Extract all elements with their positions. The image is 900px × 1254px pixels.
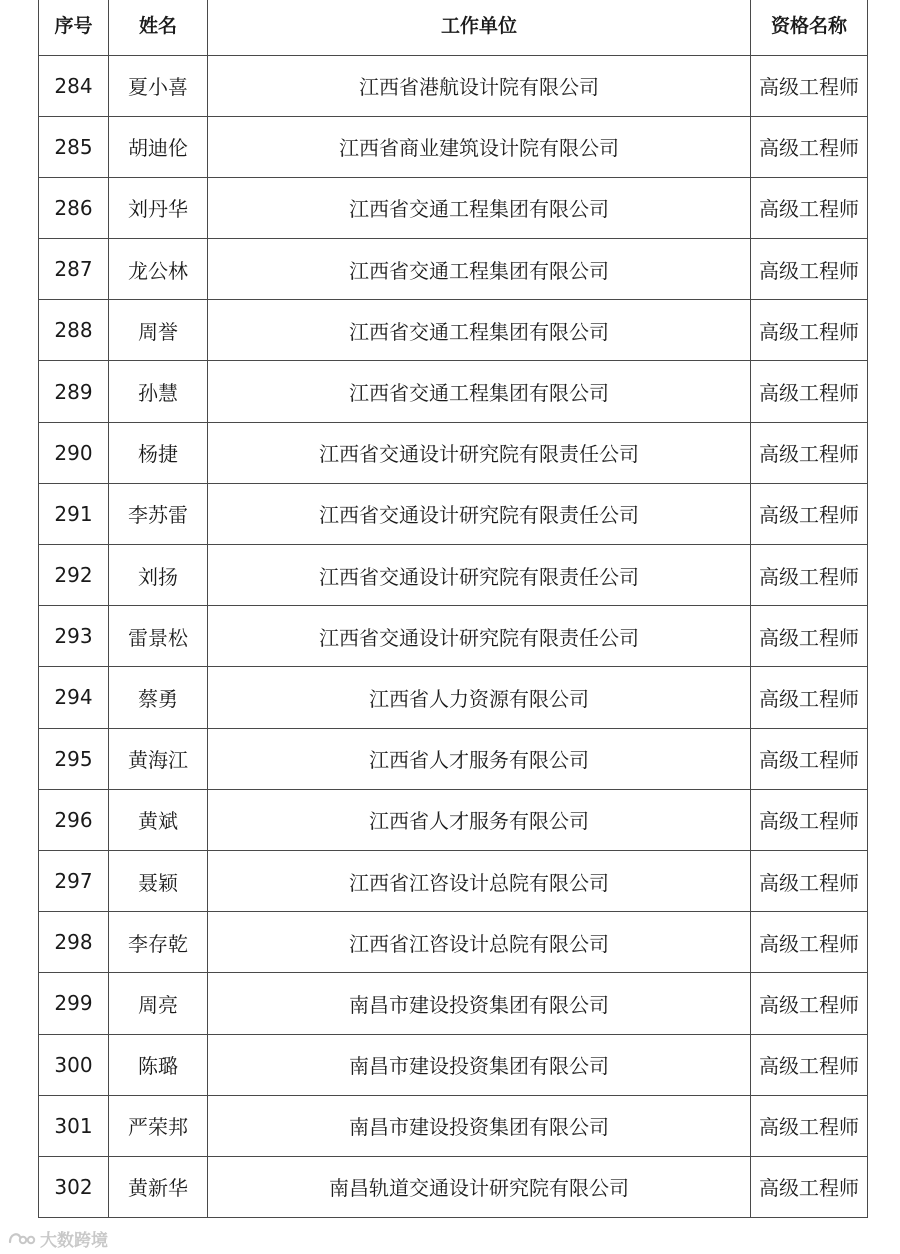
cell-name: 夏小喜 — [109, 55, 208, 116]
cell-no: 286 — [39, 177, 109, 238]
header-row — [39, 0, 868, 55]
cell-name: 聂颖 — [109, 850, 208, 911]
cell-name: 龙公林 — [109, 239, 208, 300]
watermark — [6, 1226, 108, 1250]
table-row — [39, 912, 868, 973]
cell-org: 江西省江咨设计总院有限公司 — [208, 850, 751, 911]
cell-title: 高级工程师 — [751, 1156, 868, 1217]
cell-no: 285 — [39, 116, 109, 177]
cell-title: 高级工程师 — [751, 422, 868, 483]
cell-name: 周亮 — [109, 973, 208, 1034]
table-row — [39, 606, 868, 667]
cell-name: 陈璐 — [109, 1034, 208, 1095]
cell-title: 高级工程师 — [751, 850, 868, 911]
cell-no: 295 — [39, 728, 109, 789]
cell-no: 294 — [39, 667, 109, 728]
table-row — [39, 1034, 868, 1095]
cell-title: 高级工程师 — [751, 545, 868, 606]
cell-name: 李存乾 — [109, 912, 208, 973]
cell-org: 南昌市建设投资集团有限公司 — [208, 1034, 751, 1095]
cell-name: 黄斌 — [109, 789, 208, 850]
cell-title: 高级工程师 — [751, 300, 868, 361]
table-row — [39, 239, 868, 300]
cell-title: 高级工程师 — [751, 177, 868, 238]
cell-org: 江西省交通设计研究院有限责任公司 — [208, 606, 751, 667]
cell-no: 287 — [39, 239, 109, 300]
cell-name: 严荣邦 — [109, 1095, 208, 1156]
watermark-text: 大数跨境 — [40, 1230, 108, 1251]
cell-org: 江西省人力资源有限公司 — [208, 667, 751, 728]
table-row — [39, 667, 868, 728]
cell-no: 300 — [39, 1034, 109, 1095]
cell-org: 江西省交通工程集团有限公司 — [208, 239, 751, 300]
header-no: 序号 — [39, 0, 109, 55]
table-row — [39, 300, 868, 361]
table-row — [39, 116, 868, 177]
cell-name: 刘扬 — [109, 545, 208, 606]
table-row — [39, 850, 868, 911]
table-row — [39, 973, 868, 1034]
cell-title: 高级工程师 — [751, 606, 868, 667]
cell-name: 李苏雷 — [109, 483, 208, 544]
cell-no: 284 — [39, 55, 109, 116]
table-body — [39, 55, 868, 1218]
table-row — [39, 1156, 868, 1217]
cell-org: 江西省交通设计研究院有限责任公司 — [208, 483, 751, 544]
cell-no: 302 — [39, 1156, 109, 1217]
table-header — [39, 0, 868, 55]
cell-no: 298 — [39, 912, 109, 973]
cell-title: 高级工程师 — [751, 239, 868, 300]
cell-name: 雷景松 — [109, 606, 208, 667]
cell-name: 蔡勇 — [109, 667, 208, 728]
cell-title: 高级工程师 — [751, 973, 868, 1034]
roster-table — [38, 0, 868, 1218]
table-row — [39, 545, 868, 606]
cell-org: 江西省人才服务有限公司 — [208, 728, 751, 789]
cell-title: 高级工程师 — [751, 483, 868, 544]
cell-name: 胡迪伦 — [109, 116, 208, 177]
table-row — [39, 361, 868, 422]
cell-org: 江西省交通工程集团有限公司 — [208, 177, 751, 238]
cell-no: 297 — [39, 850, 109, 911]
cell-no: 292 — [39, 545, 109, 606]
cell-no: 288 — [39, 300, 109, 361]
cell-org: 江西省交通工程集团有限公司 — [208, 300, 751, 361]
cell-title: 高级工程师 — [751, 667, 868, 728]
cell-name: 杨捷 — [109, 422, 208, 483]
cell-no: 291 — [39, 483, 109, 544]
table-row — [39, 728, 868, 789]
cell-name: 周誉 — [109, 300, 208, 361]
cell-org: 江西省港航设计院有限公司 — [208, 55, 751, 116]
cell-org: 南昌轨道交通设计研究院有限公司 — [208, 1156, 751, 1217]
cell-title: 高级工程师 — [751, 1095, 868, 1156]
cell-org: 江西省交通工程集团有限公司 — [208, 361, 751, 422]
cell-title: 高级工程师 — [751, 1034, 868, 1095]
cell-org: 江西省江咨设计总院有限公司 — [208, 912, 751, 973]
cell-name: 刘丹华 — [109, 177, 208, 238]
cell-title: 高级工程师 — [751, 728, 868, 789]
cell-name: 黄海江 — [109, 728, 208, 789]
cell-name: 孙慧 — [109, 361, 208, 422]
cell-title: 高级工程师 — [751, 361, 868, 422]
table-row — [39, 789, 868, 850]
table-row — [39, 483, 868, 544]
table-row — [39, 177, 868, 238]
table-row — [39, 422, 868, 483]
cell-name: 黄新华 — [109, 1156, 208, 1217]
cell-title: 高级工程师 — [751, 789, 868, 850]
cell-no: 296 — [39, 789, 109, 850]
cell-no: 289 — [39, 361, 109, 422]
header-title: 资格名称 — [751, 0, 868, 55]
cell-org: 江西省交通设计研究院有限责任公司 — [208, 545, 751, 606]
cell-title: 高级工程师 — [751, 55, 868, 116]
header-org: 工作单位 — [208, 0, 751, 55]
cell-org: 江西省人才服务有限公司 — [208, 789, 751, 850]
cell-no: 290 — [39, 422, 109, 483]
brand-logo-icon — [6, 1228, 36, 1248]
table-row — [39, 55, 868, 116]
cell-no: 293 — [39, 606, 109, 667]
cell-org: 江西省交通设计研究院有限责任公司 — [208, 422, 751, 483]
qualification-list — [38, 0, 867, 1218]
cell-org: 南昌市建设投资集团有限公司 — [208, 973, 751, 1034]
cell-no: 299 — [39, 973, 109, 1034]
table-row — [39, 1095, 868, 1156]
cell-no: 301 — [39, 1095, 109, 1156]
cell-title: 高级工程师 — [751, 912, 868, 973]
header-name: 姓名 — [109, 0, 208, 55]
cell-org: 江西省商业建筑设计院有限公司 — [208, 116, 751, 177]
cell-org: 南昌市建设投资集团有限公司 — [208, 1095, 751, 1156]
cell-title: 高级工程师 — [751, 116, 868, 177]
